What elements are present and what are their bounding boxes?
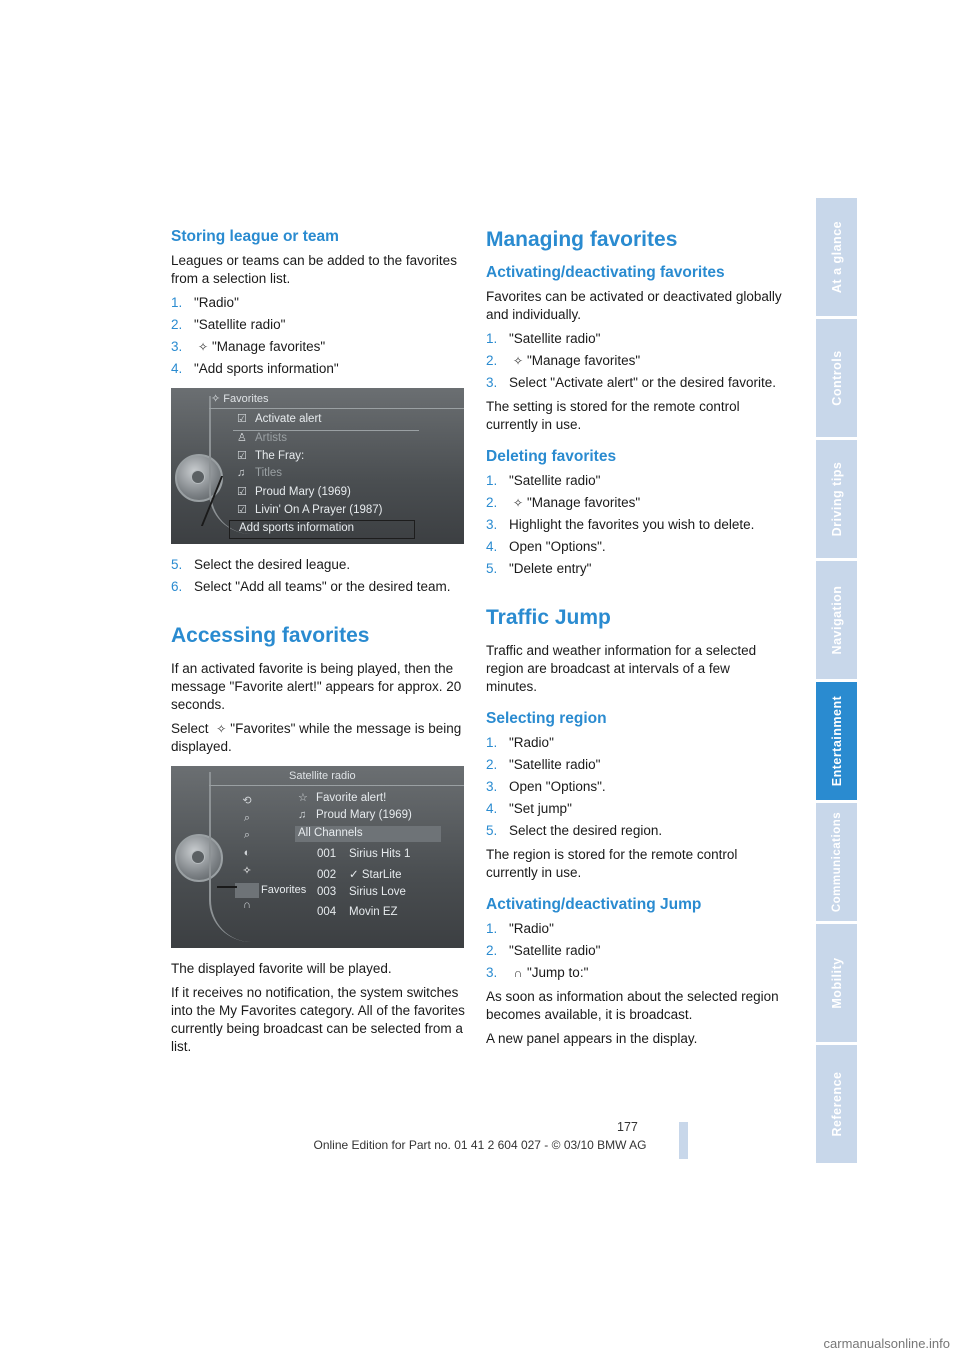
jump-p2: A new panel appears in the display.	[486, 1031, 698, 1046]
screen-title: Satellite radio	[289, 770, 356, 782]
storing-steps-b	[171, 556, 467, 596]
list-item: 6. Select "Add all teams" or the desired team.	[171, 579, 451, 594]
page-number: 177	[617, 1120, 638, 1134]
favorites-icon: ✧	[242, 865, 252, 877]
channel-row: 002 ✓ StarLite	[317, 869, 402, 881]
manage-favorites-icon: ✧	[512, 354, 524, 368]
icon-column	[235, 794, 259, 917]
list-item: 4. "Set jump"	[486, 801, 572, 816]
menu-item: ♫ Titles	[237, 467, 283, 479]
jump-icon: ∩	[513, 966, 523, 980]
check-icon: ✓	[349, 869, 362, 881]
jump-p1: As soon as information about the selected region becomes available, it is broadcast.	[486, 989, 779, 1022]
jump-steps	[486, 920, 782, 982]
list-item: 1. "Satellite radio"	[486, 473, 601, 488]
menu-item: ☆ Favorite alert!	[298, 792, 387, 804]
tab-reference[interactable]: Reference	[816, 1045, 857, 1166]
menu-item: All Channels	[298, 827, 363, 839]
traffic-heading: Traffic Jump	[486, 606, 611, 629]
menu-item: ♫ Proud Mary (1969)	[298, 809, 412, 821]
activating-heading: Activating/deactivating favorites	[486, 264, 725, 281]
region-steps	[486, 734, 782, 840]
tab-navigation[interactable]: Navigation	[816, 561, 857, 682]
star-icon: ☆	[298, 792, 308, 804]
jump-icon: ∩	[243, 899, 251, 911]
tab-at-a-glance[interactable]: At a glance	[816, 198, 857, 319]
list-item: 1. "Radio"	[486, 921, 554, 936]
checkbox-icon: ☑	[237, 486, 247, 498]
accessing-p1: If an activated favorite is being played, then the message "Favorite alert!" appears for approx. 20 seconds.	[171, 661, 462, 712]
list-item: 2. "Satellite radio"	[486, 757, 601, 772]
list-item: 3. ✧ "Manage favorites"	[171, 339, 326, 354]
menu-item: ☑ The Fray:	[237, 450, 305, 462]
favorites-icon: ✧	[211, 393, 224, 405]
menu-item: ☑ Livin' On A Prayer (1987)	[237, 504, 383, 516]
tab-mobility[interactable]: Mobility	[816, 924, 857, 1045]
footer: Online Edition for Part no. 01 41 2 604 027 - © 03/10 BMW AG	[313, 1138, 647, 1152]
list-item: 5. Select the desired league.	[171, 557, 351, 572]
menu-item: ☑ Proud Mary (1969)	[237, 486, 351, 498]
list-item: 2. ✧ "Manage favorites"	[486, 495, 641, 510]
manage-favorites-icon: ✧	[512, 496, 524, 510]
favorites-screenshot	[171, 388, 464, 544]
list-item: 3. ∩ "Jump to:"	[486, 965, 589, 980]
list-item: 2. "Satellite radio"	[486, 943, 601, 958]
info-icon: ◐	[243, 846, 251, 859]
artist-icon: ♙	[237, 432, 247, 444]
favorites-icon: ✧	[216, 722, 227, 736]
list-item: 3. Select "Activate alert" or the desired favorite.	[486, 375, 776, 390]
list-item: 2. "Satellite radio"	[171, 317, 286, 332]
menu-item: ☑ Activate alert	[237, 413, 322, 425]
activating-steps	[486, 330, 782, 392]
managing-heading: Managing favorites	[486, 228, 678, 251]
storing-steps	[171, 294, 467, 378]
list-item: 1. "Radio"	[486, 735, 554, 750]
checkbox-icon: ☑	[237, 413, 247, 425]
list-item: 4. Open "Options".	[486, 539, 606, 554]
checkbox-icon: ☑	[237, 504, 247, 516]
list-item: 5. "Delete entry"	[486, 561, 592, 576]
checkbox-icon: ☑	[237, 450, 247, 462]
music-note-icon: ♫	[237, 467, 246, 479]
traffic-p: Traffic and weather information for a selected region are broadcast at intervals of a few minutes.	[486, 643, 757, 694]
right-column	[486, 228, 782, 1054]
satellite-radio-screenshot	[171, 766, 464, 948]
storing-intro: Leagues or teams can be added to the favorites from a selection list.	[171, 253, 457, 286]
watermark: carmanualsonline.info	[823, 1336, 950, 1351]
refresh-icon: ⟲	[242, 795, 252, 807]
activating-note: The setting is stored for the remote control currently in use.	[486, 399, 740, 432]
tab-driving-tips[interactable]: Driving tips	[816, 440, 857, 561]
list-item: 2. ✧ "Manage favorites"	[486, 353, 641, 368]
menu-item: ♙ Artists	[237, 432, 287, 444]
list-item: 5. Select the desired region.	[486, 823, 663, 838]
screen-title: ✧ Favorites	[211, 393, 269, 405]
accessing-p3: The displayed favorite will be played.	[171, 961, 392, 976]
accessing-p4: If it receives no notification, the system switches into the My Favorites category. All of the favorites currently being broadcast can be selected from a list.	[171, 985, 465, 1054]
jump-heading: Activating/deactivating Jump	[486, 896, 702, 913]
list-item: 1. "Radio"	[171, 295, 239, 310]
tab-controls[interactable]: Controls	[816, 319, 857, 440]
channel-row: 001 Sirius Hits 1	[317, 848, 411, 860]
tab-communications[interactable]: Communications	[816, 803, 857, 924]
list-item: 1. "Satellite radio"	[486, 331, 601, 346]
search-icon: ⌕	[243, 829, 251, 841]
list-item: 3. Highlight the favorites you wish to delete.	[486, 517, 755, 532]
channel-row: 004 Movin EZ	[317, 906, 398, 918]
left-column	[171, 228, 467, 1062]
deleting-heading: Deleting favorites	[486, 448, 617, 465]
favorites-label: Favorites	[261, 884, 307, 896]
accessing-heading: Accessing favorites	[171, 624, 370, 647]
list-item: 3. Open "Options".	[486, 779, 606, 794]
music-note-icon: ♫	[298, 809, 307, 821]
search-icon: ⌕	[243, 811, 251, 824]
region-heading: Selecting region	[486, 710, 607, 727]
region-note: The region is stored for the remote control currently in use.	[486, 847, 738, 880]
activating-p: Favorites can be activated or deactivated globally and individually.	[486, 289, 782, 322]
section-tabs	[816, 198, 857, 1166]
storing-heading: Storing league or team	[171, 228, 339, 245]
accessing-p2: Select ✧ "Favorites" while the message is being displayed.	[171, 721, 462, 754]
manage-favorites-icon: ✧	[197, 340, 209, 354]
channel-row: 003 Sirius Love	[317, 886, 406, 898]
tab-entertainment[interactable]: Entertainment	[816, 682, 857, 803]
list-item: 4. "Add sports information"	[171, 361, 339, 376]
deleting-steps	[486, 472, 782, 578]
menu-item-add-sports: Add sports information	[239, 522, 355, 534]
